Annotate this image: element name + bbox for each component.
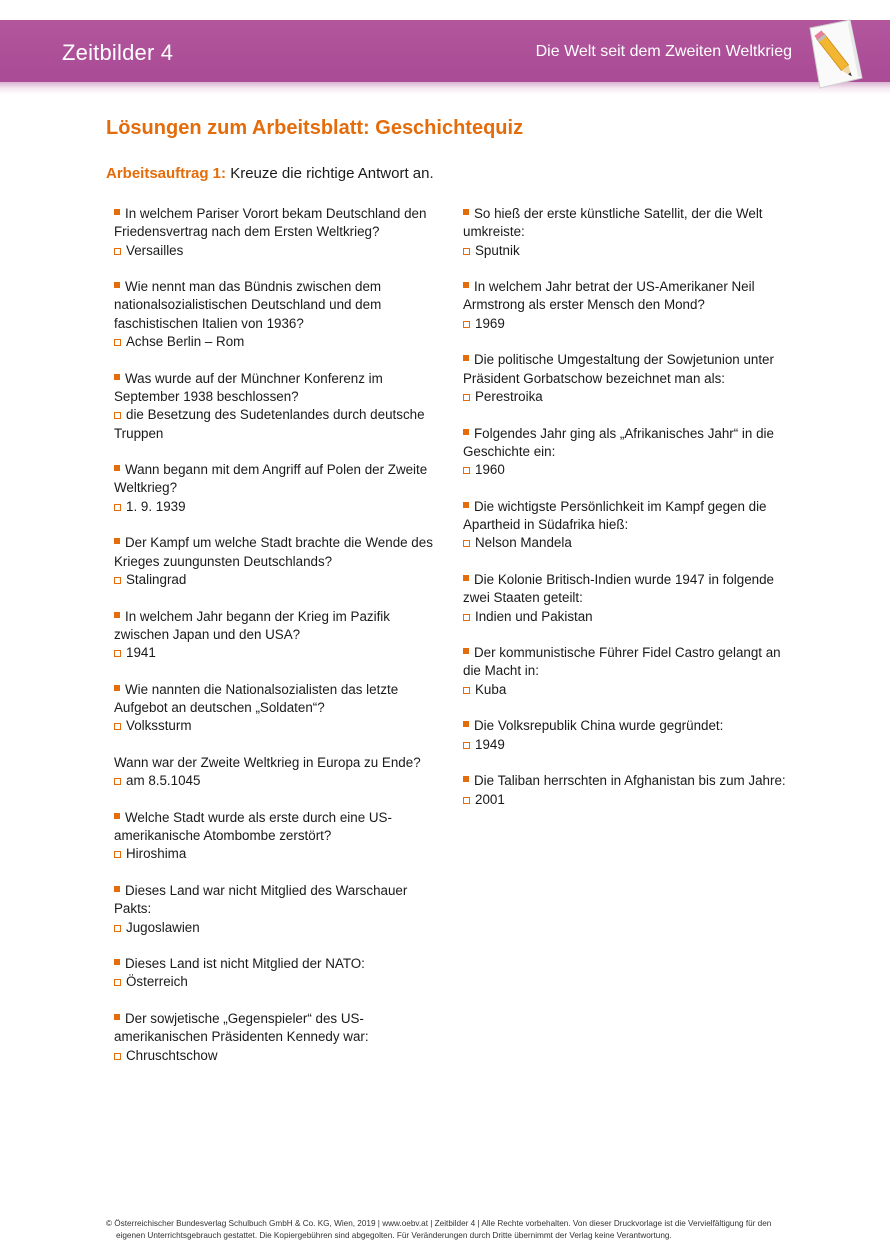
task-instruction (106, 165, 434, 182)
bullet-icon (463, 721, 469, 727)
bullet-icon (114, 886, 120, 892)
answer (463, 242, 795, 260)
answer-text: Perestroika (475, 388, 543, 404)
answer-text: Achse Berlin – Rom (126, 334, 245, 350)
question-text: In welchem Jahr begann der Krieg im Pazifik zwischen Japan und den USA? (114, 608, 390, 642)
bullet-icon (114, 959, 120, 965)
bullet-icon (114, 813, 120, 819)
checkbox-icon[interactable] (114, 650, 121, 657)
checkbox-icon[interactable] (463, 742, 470, 749)
answer (463, 608, 795, 626)
question-text: In welchem Jahr betrat der US-Amerikaner Neil Armstrong als erster Mensch den Mond? (463, 279, 755, 313)
quiz-item (114, 882, 446, 937)
question (114, 809, 446, 846)
quiz-item (114, 681, 446, 736)
brand-title: Zeitbilder 4 (62, 40, 174, 65)
question-text: Die Taliban herrschten in Afghanistan bis zum Jahre: (474, 773, 786, 789)
checkbox-icon[interactable] (114, 851, 121, 858)
quiz-item (463, 205, 795, 260)
answer-text: Indien und Pakistan (475, 608, 593, 624)
answer (114, 772, 446, 790)
question-text: Die politische Umgestaltung der Sowjetunion unter Präsident Gorbatschow bezeichnet man als: (463, 352, 774, 386)
answer (114, 1047, 446, 1065)
checkbox-icon[interactable] (463, 614, 470, 621)
question-text: Wie nannten die Nationalsozialisten das letzte Aufgebot an deutschen „Soldaten“? (114, 681, 399, 716)
question-text: Der sowjetische „Gegenspieler“ des US-amerikanischen Präsidenten Kennedy war: (114, 1011, 369, 1045)
checkbox-icon[interactable] (114, 412, 121, 419)
answer-text: Österreich (126, 974, 188, 990)
question (463, 571, 795, 608)
question-text: In welchem Pariser Vorort bekam Deutschland den Friedensvertrag nach dem Ersten Weltkrieg? (114, 206, 427, 240)
question (114, 370, 446, 407)
answer (114, 498, 446, 516)
question-text: Folgendes Jahr ging als „Afrikanisches Jahr“ in die Geschichte ein: (463, 425, 774, 459)
question (114, 754, 446, 772)
quiz-item (114, 534, 446, 589)
checkbox-icon[interactable] (114, 504, 121, 511)
quiz-column-right (463, 205, 795, 827)
answer-text: die Besetzung des Sudetenlandes durch deutsche Truppen (114, 407, 425, 441)
question (114, 882, 446, 919)
quiz-item (463, 278, 795, 333)
question-text: Der kommunistische Führer Fidel Castro gelangt an die Macht in: (463, 645, 781, 679)
question (463, 717, 795, 735)
answer-text: 1960 (475, 462, 505, 478)
checkbox-icon[interactable] (114, 723, 121, 730)
checkbox-icon[interactable] (463, 797, 470, 804)
checkbox-icon[interactable] (114, 577, 121, 584)
answer-text: Kuba (475, 681, 507, 697)
quiz-item (463, 425, 795, 480)
checkbox-icon[interactable] (463, 540, 470, 547)
checkbox-icon[interactable] (463, 467, 470, 474)
footer-copyright (106, 1218, 818, 1241)
answer-text: 1969 (475, 315, 505, 331)
question-text: Welche Stadt wurde als erste durch eine US-amerikanische Atombombe zerstört? (114, 809, 392, 844)
quiz-item (114, 955, 446, 992)
question-text: Was wurde auf der Münchner Konferenz im September 1938 beschlossen? (114, 370, 383, 404)
page-title: Lösungen zum Arbeitsblatt: Geschichtequiz (106, 117, 524, 139)
bullet-icon (114, 1014, 120, 1020)
checkbox-icon[interactable] (463, 321, 470, 328)
checkbox-icon[interactable] (114, 248, 121, 255)
footer-line-1: © Österreichischer Bundesverlag Schulbuch GmbH & Co. KG, Wien, 2019 | www.oebv.at | Zeitbilder 4 | Alle Rechte vorbehalten. Von dieser Druckvorlage ist die Vervielfältigung für den (106, 1219, 772, 1228)
header-subtitle: Die Welt seit dem Zweiten Weltkrieg (535, 43, 792, 60)
bullet-icon (463, 502, 469, 508)
footer-line-2: eigenen Unterrichtsgebrauch gestattet. Die Kopiergebühren sind abgegolten. Für Veränderungen durch Dritte übernimmt der Verlag keine Verantwortung. (116, 1230, 672, 1240)
question-text: Dieses Land ist nicht Mitglied der NATO: (125, 956, 365, 972)
quiz-item (114, 278, 446, 351)
question-text: Der Kampf um welche Stadt brachte die Wende des Krieges zuungunsten Deutschlands? (114, 535, 433, 569)
question-text: Die Kolonie Britisch-Indien wurde 1947 in folgende zwei Staaten geteilt: (463, 571, 774, 606)
quiz-item (114, 461, 446, 516)
task-label: Arbeitsauftrag 1: (106, 165, 227, 182)
checkbox-icon[interactable] (114, 979, 121, 986)
question (463, 498, 795, 535)
quiz-item (114, 370, 446, 443)
question-text: Die wichtigste Persönlichkeit im Kampf gegen die Apartheid in Südafrika hieß: (463, 498, 767, 533)
answer (114, 333, 446, 351)
quiz-item (114, 205, 446, 260)
checkbox-icon[interactable] (463, 687, 470, 694)
question-text: Wann begann mit dem Angriff auf Polen der Zweite Weltkrieg? (114, 462, 428, 496)
question (114, 955, 446, 973)
question-text: Die Volksrepublik China wurde gegründet: (474, 718, 724, 734)
bullet-icon (114, 538, 120, 544)
quiz-item (463, 644, 795, 699)
answer (463, 461, 795, 479)
bullet-icon (463, 575, 469, 581)
answer-text: Sputnik (475, 242, 520, 258)
pencil-icon (804, 18, 866, 92)
answer (463, 736, 795, 754)
bullet-icon (463, 429, 469, 435)
bullet-icon (463, 776, 469, 782)
bullet-icon (114, 612, 120, 618)
bullet-icon (463, 648, 469, 654)
question (463, 772, 795, 790)
answer (114, 845, 446, 863)
checkbox-icon[interactable] (114, 925, 121, 932)
quiz-item (463, 717, 795, 754)
quiz-item (463, 571, 795, 626)
checkbox-icon[interactable] (114, 778, 121, 785)
quiz-item (114, 754, 446, 791)
answer (114, 644, 446, 662)
answer (114, 973, 446, 991)
answer-text: 1. 9. 1939 (126, 498, 186, 514)
answer-text: Chruschtschow (126, 1047, 218, 1063)
answer (114, 919, 446, 937)
question (114, 461, 446, 498)
question (114, 205, 446, 242)
quiz-item (463, 772, 795, 809)
question (114, 608, 446, 645)
quiz-item (114, 809, 446, 864)
answer-text: Versailles (126, 242, 184, 258)
checkbox-icon[interactable] (463, 394, 470, 401)
answer-text: Volkssturm (126, 718, 192, 734)
answer-text: Nelson Mandela (475, 535, 572, 551)
question (114, 1010, 446, 1047)
bullet-icon (114, 209, 120, 215)
question (463, 425, 795, 462)
bullet-icon (114, 282, 120, 288)
question (463, 205, 795, 242)
answer (114, 406, 446, 443)
question-text: Wie nennt man das Bündnis zwischen dem nationalsozialistischen Deutschland und dem faschistischen Italien von 1936? (114, 279, 382, 331)
quiz-column-left (114, 205, 446, 1083)
bullet-icon (114, 685, 120, 691)
answer-text: Hiroshima (126, 846, 187, 862)
checkbox-icon[interactable] (463, 248, 470, 255)
question-text: So hieß der erste künstliche Satellit, der die Welt umkreiste: (463, 206, 763, 240)
quiz-item (114, 1010, 446, 1065)
question (463, 644, 795, 681)
answer-text: Stalingrad (126, 571, 187, 587)
answer (463, 315, 795, 333)
answer (114, 571, 446, 589)
answer (114, 717, 446, 735)
question (463, 351, 795, 388)
answer (463, 388, 795, 406)
question-text: Dieses Land war nicht Mitglied des Warschauer Pakts: (114, 882, 408, 917)
answer-text: Jugoslawien (126, 919, 200, 935)
answer-text: 1941 (126, 645, 156, 661)
quiz-item (463, 498, 795, 553)
checkbox-icon[interactable] (114, 339, 121, 346)
answer (463, 534, 795, 552)
bullet-icon (114, 465, 120, 471)
quiz-item (463, 351, 795, 406)
bullet-icon (463, 282, 469, 288)
question (463, 278, 795, 315)
bullet-icon (463, 209, 469, 215)
question (114, 681, 446, 718)
checkbox-icon[interactable] (114, 1053, 121, 1060)
task-text: Kreuze die richtige Antwort an. (226, 165, 434, 182)
header-shadow (0, 82, 890, 94)
answer (114, 242, 446, 260)
question-text: Wann war der Zweite Weltkrieg in Europa zu Ende? (114, 754, 421, 770)
bullet-icon (114, 374, 120, 380)
answer-text: am 8.5.1045 (126, 773, 201, 789)
answer-text: 1949 (475, 736, 505, 752)
answer (463, 681, 795, 699)
question (114, 534, 446, 571)
quiz-item (114, 608, 446, 663)
answer (463, 791, 795, 809)
question (114, 278, 446, 333)
answer-text: 2001 (475, 791, 505, 807)
bullet-icon (463, 355, 469, 361)
